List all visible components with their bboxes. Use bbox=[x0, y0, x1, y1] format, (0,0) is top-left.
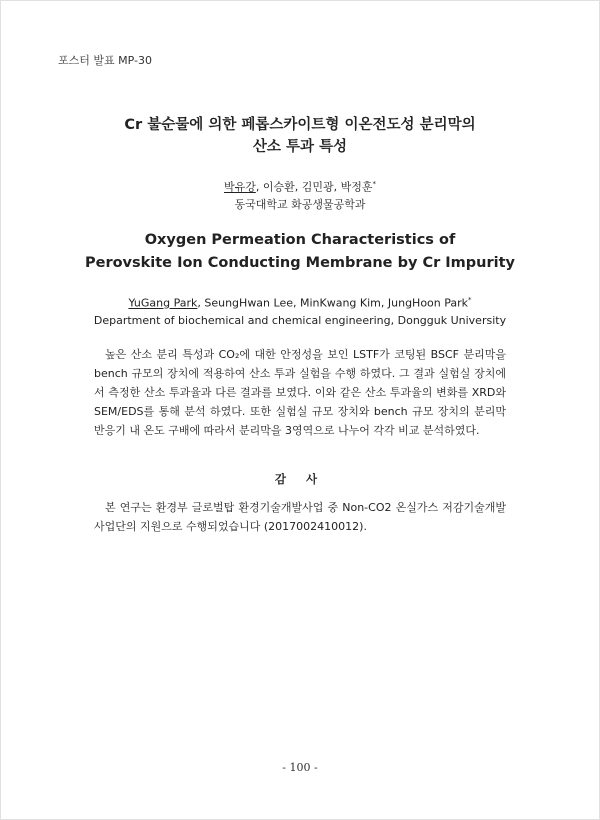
english-title-line-1: Oxygen Permeation Characteristics of bbox=[144, 232, 456, 248]
coauthors-en: , SeungHwan Lee, MinKwang Kim, JungHoon Park bbox=[197, 296, 469, 310]
english-affiliation: Department of biochemical and chemical engineering, Dongguk University bbox=[93, 313, 507, 327]
acknowledgement-heading: 감 사 bbox=[274, 472, 326, 486]
abstract-body: 높은 산소 분리 특성과 CO₂에 대한 안정성을 보인 LSTF가 코팅된 BSCF 분리막을 bench 규모의 장치에 적용하여 산소 투과 실험을 수행 하였다. 그 결과 실험실 장치에서 측정한 산소 투과율과 다른 결과를 보였다. 이와 같은 산소 투과율의 변화를 XRD와 SEM/EDS를 통해 분석 하였다. 또한 실험실 규모 장치와 bench 규모 장치의 분리막 반응기 내 온도 구배에 따라서 분리막을 3영역으로 나누어 각각 비교 분석하였다. bbox=[94, 348, 506, 437]
korean-title-line-1: Cr 불순물에 의한 페롭스카이트형 이온전도성 분리막의 bbox=[124, 117, 476, 133]
korean-author-list bbox=[0, 176, 600, 196]
corresponding-mark-en: * bbox=[468, 296, 472, 304]
presenting-author-en: YuGang Park bbox=[128, 296, 198, 310]
korean-authors bbox=[0, 176, 600, 213]
corresponding-mark-ko: * bbox=[372, 180, 376, 188]
presenting-author-ko: 박유강 bbox=[223, 180, 256, 194]
korean-title bbox=[0, 114, 600, 158]
acknowledgement-body: 본 연구는 환경부 글로벌탑 환경기술개발사업 중 Non-CO2 온실가스 저감기술개발 사업단의 지원으로 수행되었습니다 (2017002410012). bbox=[94, 501, 506, 533]
english-title-line-2: Perovskite Ion Conducting Membrane by Cr Impurity bbox=[84, 255, 515, 271]
korean-title-line-2: 산소 투과 특성 bbox=[252, 139, 348, 155]
session-label: 포스터 발표 MP-30 bbox=[58, 54, 152, 67]
korean-affiliation: 동국대학교 화공생물공학과 bbox=[234, 197, 366, 211]
coauthors-ko: , 이승환, 김민광, 박정훈 bbox=[255, 180, 373, 194]
english-authors bbox=[0, 292, 600, 329]
page-number: - 100 - bbox=[282, 761, 318, 774]
english-author-list bbox=[0, 292, 600, 312]
english-title bbox=[0, 229, 600, 275]
